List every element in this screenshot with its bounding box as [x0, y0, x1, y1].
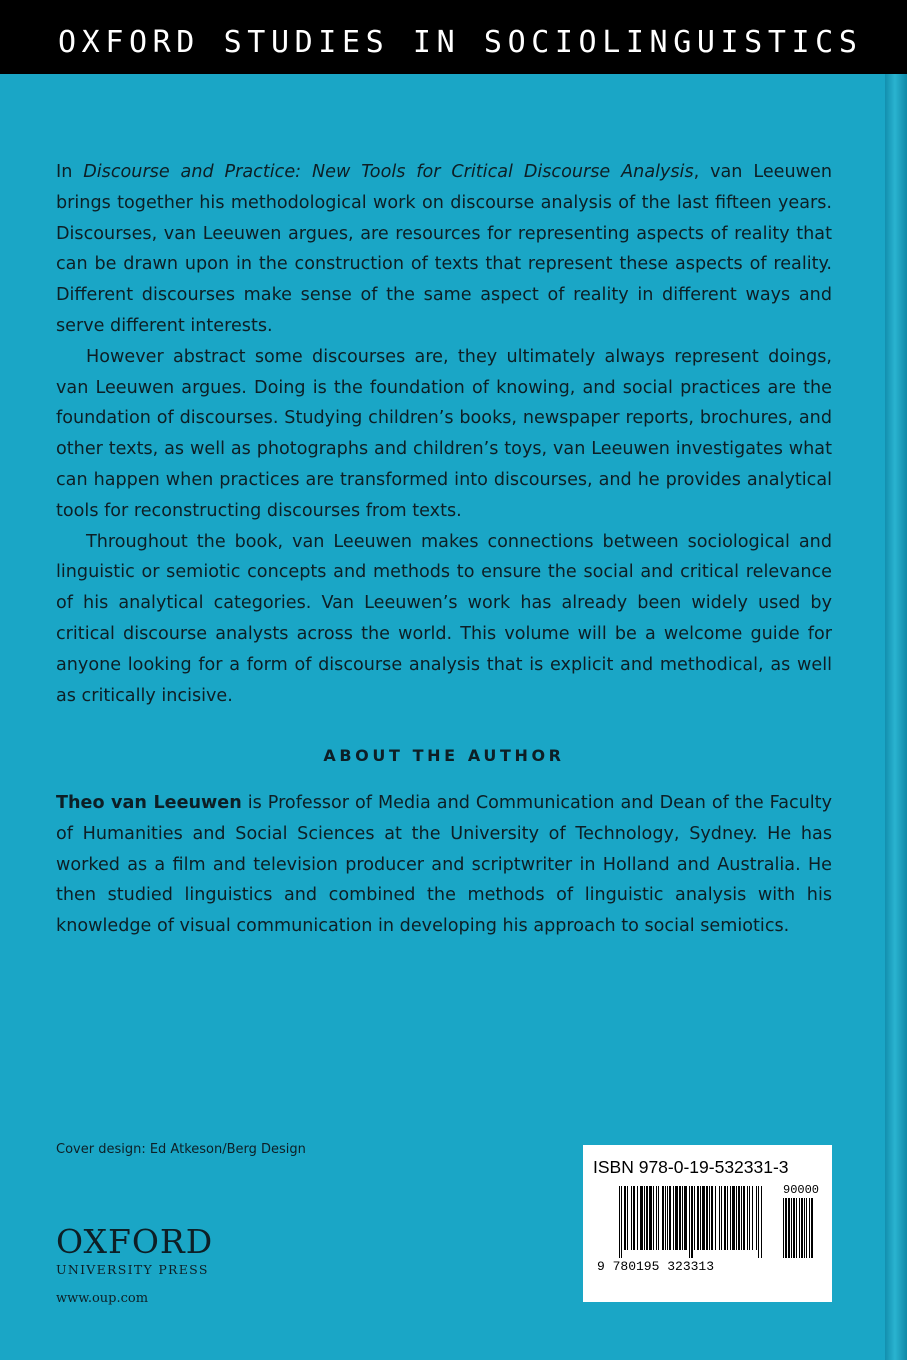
addon-digits: 90000 [783, 1183, 820, 1197]
series-banner [0, 0, 907, 74]
series-title: OXFORD STUDIES IN SOCIOLINGUISTICS [58, 25, 863, 60]
publisher-name: OXFORD [56, 1222, 214, 1261]
author-bio: Theo van Leeuwen is Professor of Media and Communication and Dean of the Faculty of Humanities and Social Sciences at the University of Technology, Sydney. He has worked as a film and television producer and scriptwriter in Holland and Australia. He then studied linguistics and combined the methods of linguistic analysis with his knowledge of visual communication in developing his approach to social semiotics. [56, 793, 832, 937]
barcode-bar [761, 1186, 762, 1258]
publisher-logo [56, 1224, 213, 1306]
addon-bars [783, 1198, 817, 1258]
cover-design-credit: Cover design: Ed Atkeson/Berg Design [56, 1142, 306, 1157]
barcode-bar [811, 1198, 813, 1258]
publisher-subtitle: UNIVERSITY PRESS [56, 1262, 209, 1277]
description-paragraph-3: Throughout the book, van Leeuwen makes connections between sociological and linguistic or semiotic concepts and methods to ensure the social and critical relevance of his analytical categories. Van Leeuwen’s work has already been widely used by critical discourse analysts across the world. This volume will be a welcome guide for anyone looking for a form of discourse analysis that is explicit and methodical, as well as critically incisive. [56, 531, 832, 706]
isbn-label: ISBN 978-0-19-532331-3 [593, 1157, 789, 1177]
book-description [56, 157, 832, 711]
ean-digits: 9 780195 323313 [597, 1259, 715, 1274]
publisher-url[interactable]: www.oup.com [56, 1291, 149, 1306]
book-title: Discourse and Practice: New Tools for Critical Discourse Analysis [83, 162, 694, 182]
about-author-heading: ABOUT THE AUTHOR [323, 746, 565, 765]
spine-edge [885, 0, 907, 1360]
description-paragraph-1: In Discourse and Practice: New Tools for Critical Discourse Analysis, van Leeuwen brings together his methodological work on discourse analysis of the last fifteen years. Discourses, van Leeuwen argues, are resources for representing aspects of reality that can be drawn upon in the construction of texts that represent these aspects of reality. Different discourses make sense of the same aspect of reality in different ways and serve different interests. [56, 162, 833, 336]
author-name: Theo van Leeuwen [56, 793, 242, 813]
ean-barcode [619, 1186, 779, 1258]
barcode-panel [583, 1145, 832, 1302]
description-paragraph-2: However abstract some discourses are, they ultimately always represent doings, van Leeuwen argues. Doing is the foundation of knowing, and social practices are the foundation of discourses. Studying children’s books, newspaper reports, brochures, and other texts, as well as photographs and children’s toys, van Leeuwen investigates what can happen when practices are transformed into discourses, and he provides analytical tools for reconstructing discourses from texts. [56, 346, 832, 521]
addon-barcode [783, 1183, 820, 1258]
